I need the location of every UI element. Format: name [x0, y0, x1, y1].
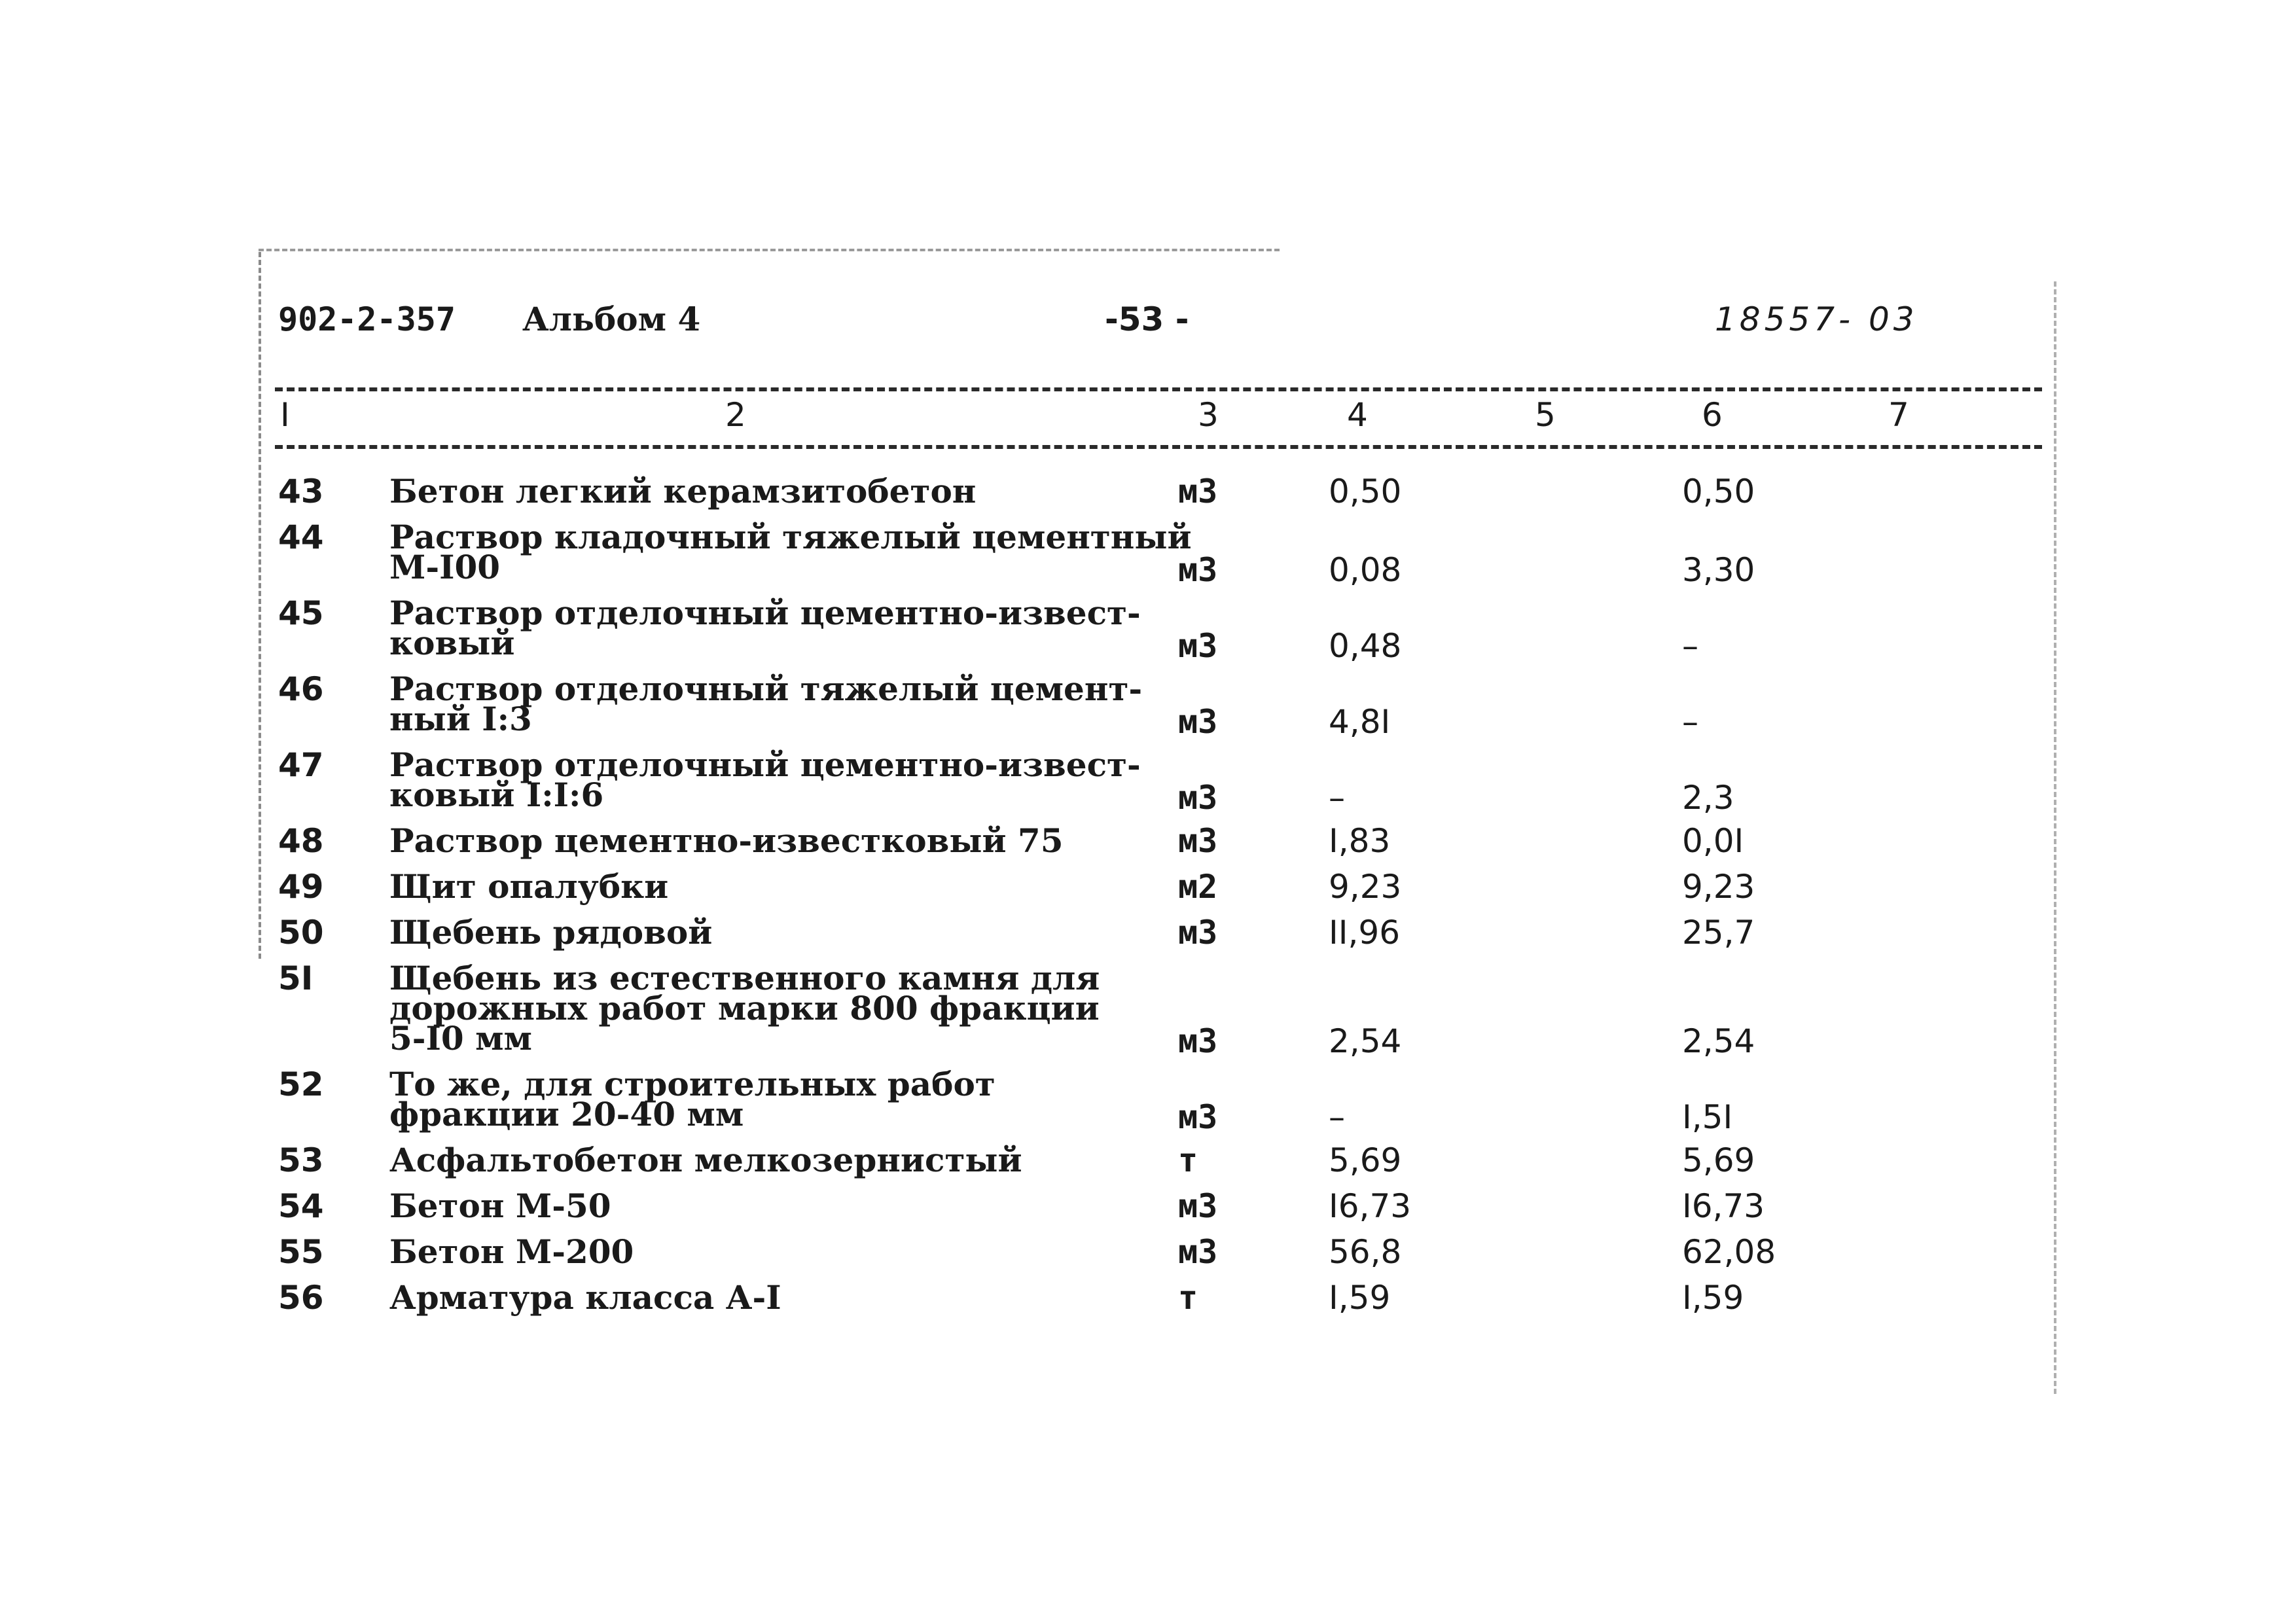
material-name-line: Асфальтобетон мелкозернистый — [389, 1141, 1022, 1179]
value-column-4: – — [1329, 779, 1345, 817]
frame-top-line — [259, 249, 1280, 251]
page-number: -53 - — [1105, 300, 1189, 338]
material-name — [389, 518, 1192, 586]
material-name-line: Бетон легкий керамзитобетон — [389, 472, 977, 510]
document-number: 18557- 03 — [1715, 300, 1918, 338]
value-column-4: 56,8 — [1329, 1233, 1402, 1271]
header-rule-top — [275, 387, 2042, 391]
material-name-line: Щебень рядовой — [389, 913, 713, 952]
material-name — [389, 1141, 1022, 1179]
material-name — [389, 745, 1141, 814]
value-column-6: 2,54 — [1682, 1022, 1755, 1060]
material-name — [389, 959, 1100, 1058]
material-name — [389, 1186, 611, 1225]
value-column-4: I,83 — [1329, 822, 1391, 860]
material-name-line: дорожных работ марки 800 фракции — [389, 989, 1100, 1027]
row-number: 55 — [278, 1233, 324, 1271]
unit: м3 — [1178, 473, 1218, 510]
material-name — [389, 821, 1064, 860]
value-column-4: II,96 — [1329, 914, 1401, 952]
material-name-line: Арматура класса А-I — [389, 1278, 781, 1317]
material-name — [389, 1232, 634, 1271]
row-number: 50 — [278, 914, 324, 952]
material-name — [389, 1278, 781, 1317]
material-name-line: ковый — [389, 624, 515, 662]
value-column-4: – — [1329, 1098, 1345, 1136]
material-name-line: Бетон М-50 — [389, 1186, 611, 1225]
row-number: 43 — [278, 473, 324, 510]
unit: м3 — [1178, 1233, 1218, 1271]
column-header-7: 7 — [1888, 396, 1909, 434]
row-number: 47 — [278, 746, 324, 784]
material-name-line: 5-I0 мм — [389, 1019, 532, 1058]
material-name — [389, 669, 1143, 738]
unit: м3 — [1178, 627, 1218, 665]
unit: т — [1178, 1279, 1198, 1317]
value-column-6: 5,69 — [1682, 1141, 1755, 1179]
material-name-line: Раствор кладочный тяжелый цементный — [389, 518, 1192, 556]
unit: м3 — [1178, 551, 1218, 589]
column-header-3: 3 — [1198, 396, 1219, 434]
row-number: 48 — [278, 822, 324, 860]
value-column-4: 9,23 — [1329, 868, 1402, 906]
unit: м3 — [1178, 1098, 1218, 1136]
column-header-5: 5 — [1535, 396, 1556, 434]
value-column-6: I6,73 — [1682, 1187, 1765, 1225]
album-label: Альбом 4 — [522, 300, 701, 338]
column-header-1: I — [280, 396, 290, 434]
value-column-4: 2,54 — [1329, 1022, 1402, 1060]
unit: м3 — [1178, 1187, 1218, 1225]
material-name-line: М-I00 — [389, 548, 501, 586]
unit: м3 — [1178, 779, 1218, 817]
value-column-6: 0,50 — [1682, 473, 1755, 510]
material-name-line: Бетон М-200 — [389, 1232, 634, 1271]
header-rule-bottom — [275, 445, 2042, 449]
material-name-line: Раствор цементно-известковый 75 — [389, 821, 1064, 860]
value-column-6: I,5I — [1682, 1098, 1733, 1136]
frame-right-line — [2054, 281, 2056, 1394]
value-column-4: 0,48 — [1329, 627, 1402, 665]
unit: м2 — [1178, 868, 1218, 906]
material-name-line: Раствор отделочный цементно-извест- — [389, 594, 1141, 632]
row-number: 56 — [278, 1279, 324, 1317]
unit: м3 — [1178, 703, 1218, 741]
column-header-4: 4 — [1347, 396, 1368, 434]
material-name — [389, 867, 669, 906]
value-column-6: 2,3 — [1682, 779, 1734, 817]
column-header-2: 2 — [725, 396, 746, 434]
value-column-6: 25,7 — [1682, 914, 1755, 952]
material-name-line: фракции 20-40 мм — [389, 1095, 744, 1133]
material-name — [389, 594, 1141, 662]
value-column-4: 5,69 — [1329, 1141, 1402, 1179]
material-name — [389, 472, 977, 510]
value-column-4: I,59 — [1329, 1279, 1391, 1317]
value-column-4: I6,73 — [1329, 1187, 1412, 1225]
row-number: 44 — [278, 518, 324, 556]
value-column-6: I,59 — [1682, 1279, 1744, 1317]
value-column-4: 0,50 — [1329, 473, 1402, 510]
row-number: 53 — [278, 1141, 324, 1179]
row-number: 5I — [278, 959, 314, 997]
material-name-line: ковый I:I:6 — [389, 776, 604, 814]
value-column-6: 9,23 — [1682, 868, 1755, 906]
column-header-6: 6 — [1702, 396, 1723, 434]
material-name-line: Раствор отделочный тяжелый цемент- — [389, 669, 1143, 708]
value-column-6: 62,08 — [1682, 1233, 1776, 1271]
material-name-line: То же, для строительных работ — [389, 1065, 996, 1103]
row-number: 49 — [278, 868, 324, 906]
material-name-line: ный I:3 — [389, 700, 532, 738]
value-column-6: 0,0I — [1682, 822, 1744, 860]
row-number: 46 — [278, 670, 324, 708]
material-name-line: Раствор отделочный цементно-извест- — [389, 745, 1141, 784]
material-name — [389, 1065, 996, 1133]
value-column-6: – — [1682, 627, 1698, 665]
row-number: 45 — [278, 594, 324, 632]
project-code: 902-2-357 — [278, 300, 456, 338]
unit: т — [1178, 1141, 1198, 1179]
row-number: 52 — [278, 1065, 324, 1103]
material-name-line: Щебень из естественного камня для — [389, 959, 1100, 997]
material-name — [389, 913, 713, 952]
material-name-line: Щит опалубки — [389, 867, 669, 906]
unit: м3 — [1178, 1022, 1218, 1060]
value-column-6: – — [1682, 703, 1698, 741]
unit: м3 — [1178, 914, 1218, 952]
unit: м3 — [1178, 822, 1218, 860]
value-column-4: 0,08 — [1329, 551, 1402, 589]
value-column-4: 4,8I — [1329, 703, 1391, 741]
row-number: 54 — [278, 1187, 324, 1225]
value-column-6: 3,30 — [1682, 551, 1755, 589]
frame-left-line — [259, 252, 261, 959]
